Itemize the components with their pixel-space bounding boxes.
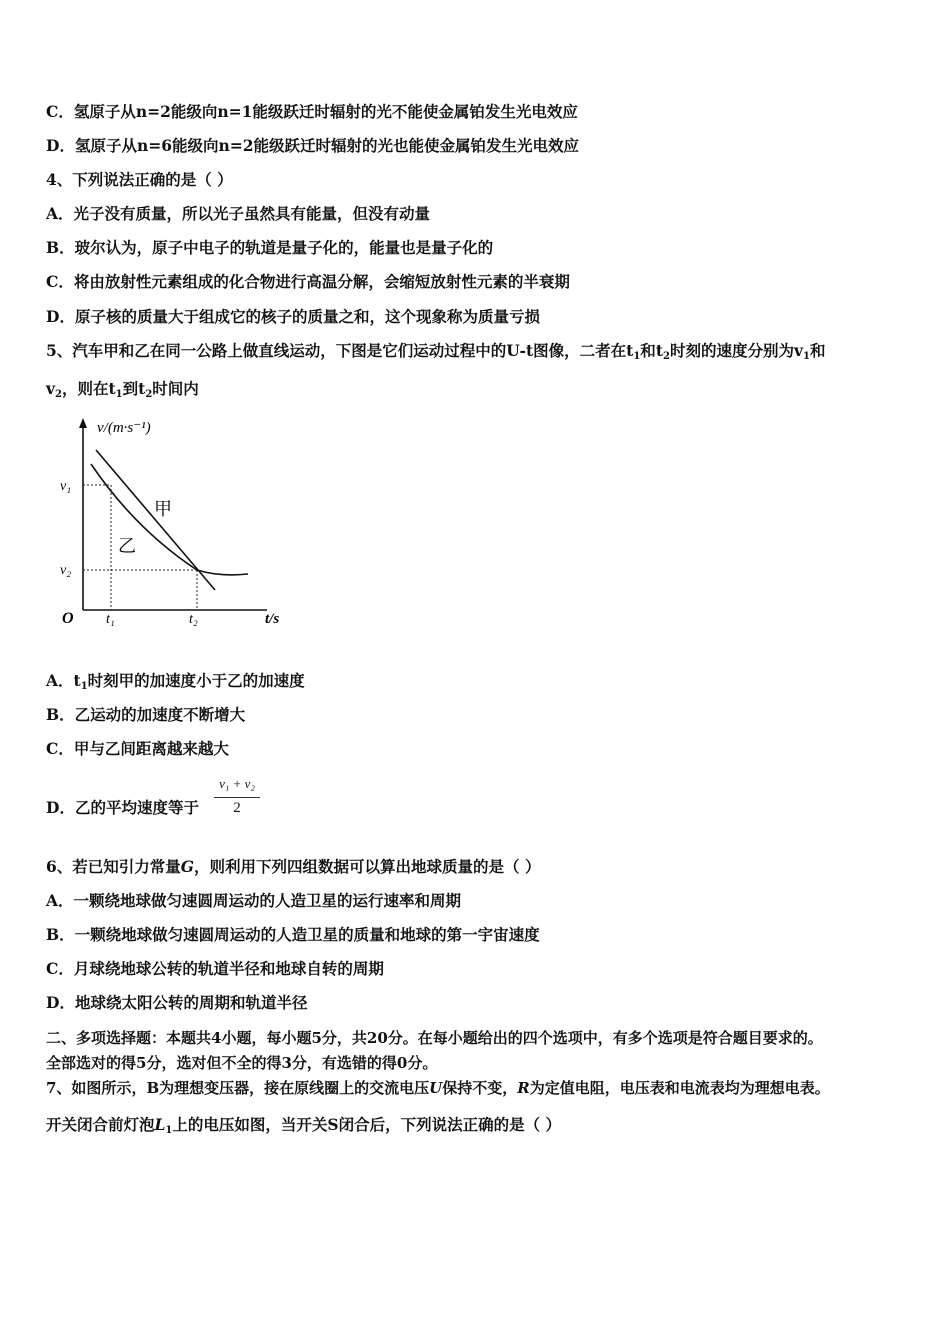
line-yi [96,450,215,590]
q7-u-symbol: U [429,1079,443,1097]
q5-subscript: 1 [802,351,810,362]
q5-option-b: B．乙运动的加速度不断增大 [46,705,246,724]
q5-option-a [46,671,305,697]
x-axis-label: t/s [265,611,280,627]
t1-label: t₁ [106,612,115,627]
q6-option-c: C．月球绕地球公转的轨道半径和地球自转的周期 [46,959,384,978]
q5-subscript: 2 [662,351,670,362]
q3-option-d: D．氢原子从n=6能级向n=2能级跃迁时辐射的光也能使金属铂发生光电效应 [46,136,580,155]
curve-jia [91,464,248,575]
q7-r-symbol: R [517,1079,530,1097]
q4-option-b: B．玻尔认为，原子中电子的轨道是量子化的，能量也是量子化的 [46,238,494,257]
t2-label: t₂ [189,612,198,627]
q5-option-c: C．甲与乙间距离越来越大 [46,739,229,758]
q7-stem-text: 7、如图所示，B为理想变压器，接在原线圈上的交流电压 [46,1079,430,1097]
q4-stem: 4、下列说法正确的是（ ） [46,170,233,189]
q5-stem-text: 时刻的速度分别为 [669,341,794,360]
q5-t-symbol: t [73,671,81,690]
section2-heading-line1: 二、多项选择题：本题共4小题，每小题5分，共20分。在每小题给出的四个选项中，有多个选项是符合题目要求的。 [46,1029,823,1047]
q3-option-c: C．氢原子从n=2能级向n=1能级跃迁时辐射的光不能使金属铂发生光电效应 [46,102,578,121]
q5-option-a-letter: A． [46,671,74,690]
q5-stem-text: 5、汽车甲和乙在同一公路上做直线运动，下图是它们运动过程中的 [46,341,507,360]
section2-heading-line2: 全部选对的得5分，选对但不全的得3分，有选错的得0分。 [46,1054,438,1072]
q7-stem-text: 开关闭合前灯泡 [46,1115,155,1134]
vt-graph [52,414,302,632]
fraction-numerator: v₁ + v₂ [219,776,255,791]
q5-stem-line2 [46,379,199,405]
q7-stem-text: 上的电压如图，当开关S闭合后，下列说法正确的是（ ） [172,1115,561,1134]
q5-stem-text: 图像，二者在 [533,341,627,360]
fraction-bar [214,797,260,798]
q5-stem-line1 [46,341,825,367]
q5-subscript: 2 [145,389,153,400]
q5-v-symbol: v [46,379,56,398]
curve-jia-label: 甲 [154,499,172,519]
fraction-denominator: 2 [233,800,241,816]
y-axis-label: v/(m·s⁻¹) [97,420,151,436]
v1-label: v₁ [60,479,72,494]
q5-stem-text: 和 [809,341,826,360]
q5-subscript: 1 [80,681,88,692]
q5-graph-type: U-t [506,341,534,360]
q6-stem-text: 6、若已知引力常量 [46,857,181,876]
q6-g-symbol: G [180,857,195,876]
q5-stem-text: ，则在 [61,379,109,398]
q7-stem-line1 [46,1078,830,1098]
origin-label: O [62,610,74,627]
q5-t-symbol: t [626,341,634,360]
q5-t-symbol: t [655,341,663,360]
q6-stem [46,857,540,877]
q5-t-symbol: t [138,379,146,398]
q5-stem-text: 时间内 [152,379,199,398]
q7-stem-text: 为定值电阻，电压表和电流表均为理想电表。 [529,1079,830,1097]
y-axis-arrow-icon [79,418,87,428]
line-yi-label: 乙 [118,536,136,556]
q5-option-d: D．乙的平均速度等于 [46,798,199,817]
q5-subscript: 2 [55,389,62,400]
q6-option-d: D．地球绕太阳公转的周期和轨道半径 [46,993,308,1012]
q4-option-d: D．原子核的质量大于组成它的核子的质量之和，这个现象称为质量亏损 [46,307,540,326]
q5-stem-text: 到 [122,379,139,398]
q5-subscript: 1 [633,351,641,362]
q5-subscript: 1 [115,389,123,400]
q4-option-c: C．将由放射性元素组成的化合物进行高温分解，会缩短放射性元素的半衰期 [46,272,570,291]
q4-option-a: A．光子没有质量，所以光子虽然具有能量，但没有动量 [46,204,431,223]
q5-t-symbol: t [108,379,116,398]
q7-stem-text: 保持不变， [442,1079,518,1097]
q6-option-a: A．一颗绕地球做匀速圆周运动的人造卫星的运行速率和周期 [46,891,462,910]
q7-stem-line2 [46,1115,561,1141]
q7-subscript: 1 [165,1125,173,1136]
v2-label: v₂ [60,563,72,578]
q5-stem-text: 和 [640,341,656,360]
q5-v-symbol: v [793,341,803,360]
q6-stem-text: ，则利用下列四组数据可以算出地球质量的是（ ） [194,857,541,876]
q5-option-a-text: 时刻甲的加速度小于乙的加速度 [87,671,305,690]
average-velocity-fraction [212,776,262,820]
q6-option-b: B．一颗绕地球做匀速圆周运动的人造卫星的质量和地球的第一宇宙速度 [46,925,540,944]
q7-l-symbol: L [154,1115,166,1134]
